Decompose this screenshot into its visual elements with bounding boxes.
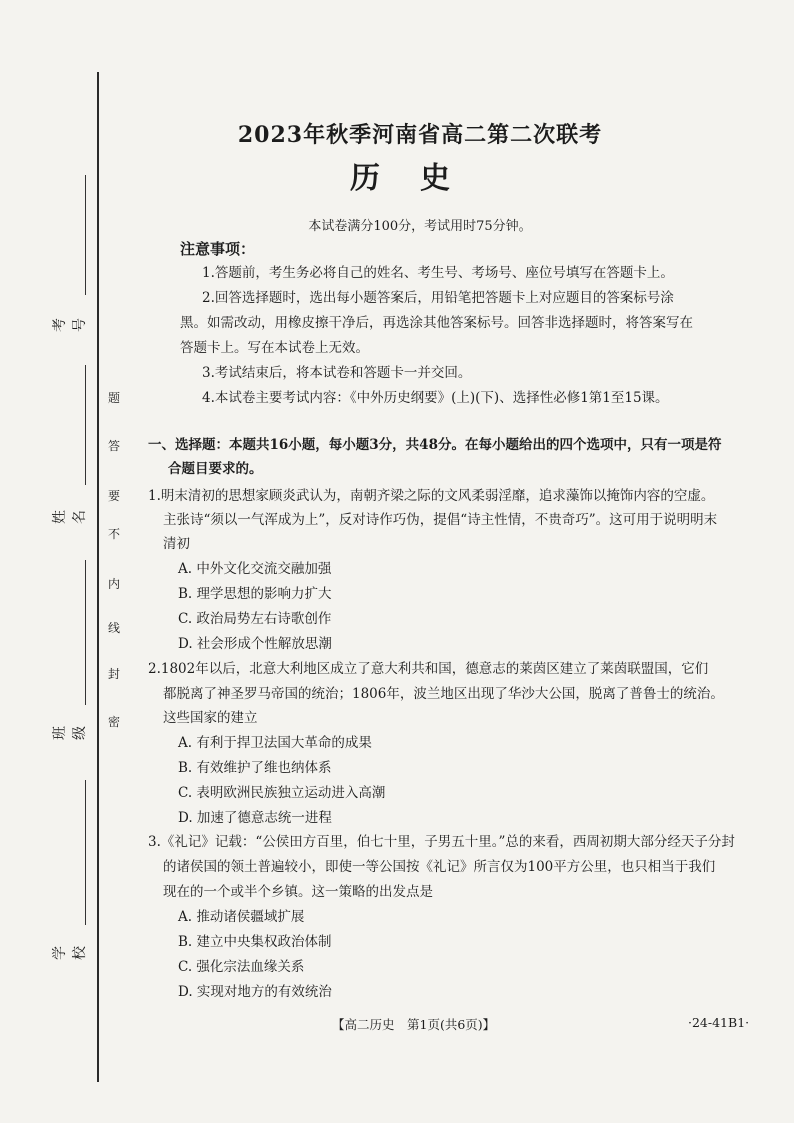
exam-number-line xyxy=(85,175,86,295)
question-3-stem: 现在的一个或半个乡镇。这一策略的出发点是 xyxy=(163,884,433,900)
question-2-option-d: D. 加速了德意志统一进程 xyxy=(178,810,332,826)
seal-char: 线 xyxy=(107,621,120,635)
exam-title: 2023年秋季河南省高二第二次联考 xyxy=(237,122,603,148)
question-1-option-b: B. 理学思想的影响力扩大 xyxy=(178,586,332,602)
question-1-stem: 主张诗“须以一气浑成为上”，反对诗作巧伪，提倡“诗主性情，不贵奇巧”。这可用于说明明末 xyxy=(163,512,718,528)
name-line xyxy=(85,365,86,485)
binding-line xyxy=(97,72,99,1082)
notice-title: 注意事项： xyxy=(180,240,256,258)
seal-char: 不 xyxy=(107,527,120,541)
question-2-stem: 这些国家的建立 xyxy=(163,710,258,726)
seal-char: 题 xyxy=(107,391,120,405)
question-1-option-a: A. 中外文化交流交融加强 xyxy=(178,561,332,577)
question-2-option-b: B. 有效维护了维也纳体系 xyxy=(178,760,332,776)
question-1-stem: 清初 xyxy=(163,536,190,552)
seal-char: 要 xyxy=(107,489,120,503)
school-line xyxy=(85,780,86,925)
notice-line: 答题卡上。写在本试卷上无效。 xyxy=(180,340,369,356)
question-3-option-c: C. 强化宗法血缘关系 xyxy=(178,959,305,975)
question-2-option-c: C. 表明欧洲民族独立运动进入高潮 xyxy=(178,785,386,801)
question-3-option-a: A. 推动诸侯疆域扩展 xyxy=(178,909,305,925)
question-2-stem: 2.1802年以后，北意大利地区成立了意大利共和国，德意志的莱茵区建立了莱茵联盟国，它们 xyxy=(148,661,709,677)
seal-char: 答 xyxy=(107,439,120,453)
class-line xyxy=(85,560,86,705)
notice-line: 2.回答选择题时，选出每小题答案后，用铅笔把答题卡上对应题目的答案标号涂 xyxy=(202,290,674,306)
class-field: 班级 xyxy=(52,726,88,740)
seal-char: 密 xyxy=(107,715,120,729)
question-3-option-b: B. 建立中央集权政治体制 xyxy=(178,934,332,950)
question-1-option-c: C. 政治局势左右诗歌创作 xyxy=(178,611,332,627)
question-2-option-a: A. 有利于捍卫法国大革命的成果 xyxy=(178,735,372,751)
question-1-option-d: D. 社会形成个性解放思潮 xyxy=(178,636,332,652)
page-footer: 【高二历史 第1页(共6页)】 xyxy=(332,1017,496,1032)
exam-info: 本试卷满分100分，考试用时75分钟。 xyxy=(308,219,532,234)
paper-code: ·24-41B1· xyxy=(688,1015,750,1030)
section-heading: 一、选择题：本题共16小题，每小题3分，共48分。在每小题给出的四个选项中，只有一项是符 合题目要求的。 xyxy=(148,437,722,477)
school-field: 学校 xyxy=(52,946,88,960)
subject-title: 历史 xyxy=(350,161,490,196)
question-3-option-d: D. 实现对地方的有效统治 xyxy=(178,984,332,1000)
notice-line: 黑。如需改动，用橡皮擦干净后，再选涂其他答案标号。回答非选择题时，将答案写在 xyxy=(180,315,693,331)
question-1-stem: 1.明末清初的思想家顾炎武认为，南朝齐梁之际的文风柔弱淫靡，追求藻饰以掩饰内容的空虚。 xyxy=(148,488,715,504)
exam-number-field: 考号 xyxy=(52,318,88,332)
seal-char: 封 xyxy=(107,667,120,681)
notice-line: 4.本试卷主要考试内容：《中外历史纲要》(上)(下)、选择性必修1第1至15课。 xyxy=(202,390,669,406)
seal-char: 内 xyxy=(107,577,120,591)
question-2-stem: 都脱离了神圣罗马帝国的统治；1806年，波兰地区出现了华沙大公国，脱离了普鲁士的统治。 xyxy=(163,686,724,702)
notice-line: 3.考试结束后，将本试卷和答题卡一并交回。 xyxy=(202,365,472,381)
question-3-stem: 3.《礼记》记载：“公侯田方百里，伯七十里，子男五十里。”总的来看，西周初期大部分经天子分封 xyxy=(148,834,735,850)
name-field: 姓名 xyxy=(52,510,88,524)
notice-line: 1.答题前，考生务必将自己的姓名、考生号、考场号、座位号填写在答题卡上。 xyxy=(202,265,674,281)
question-3-stem: 的诸侯国的领土普遍较小，即使一等公国按《礼记》所言仅为100平方公里，也只相当于我们 xyxy=(163,859,716,875)
